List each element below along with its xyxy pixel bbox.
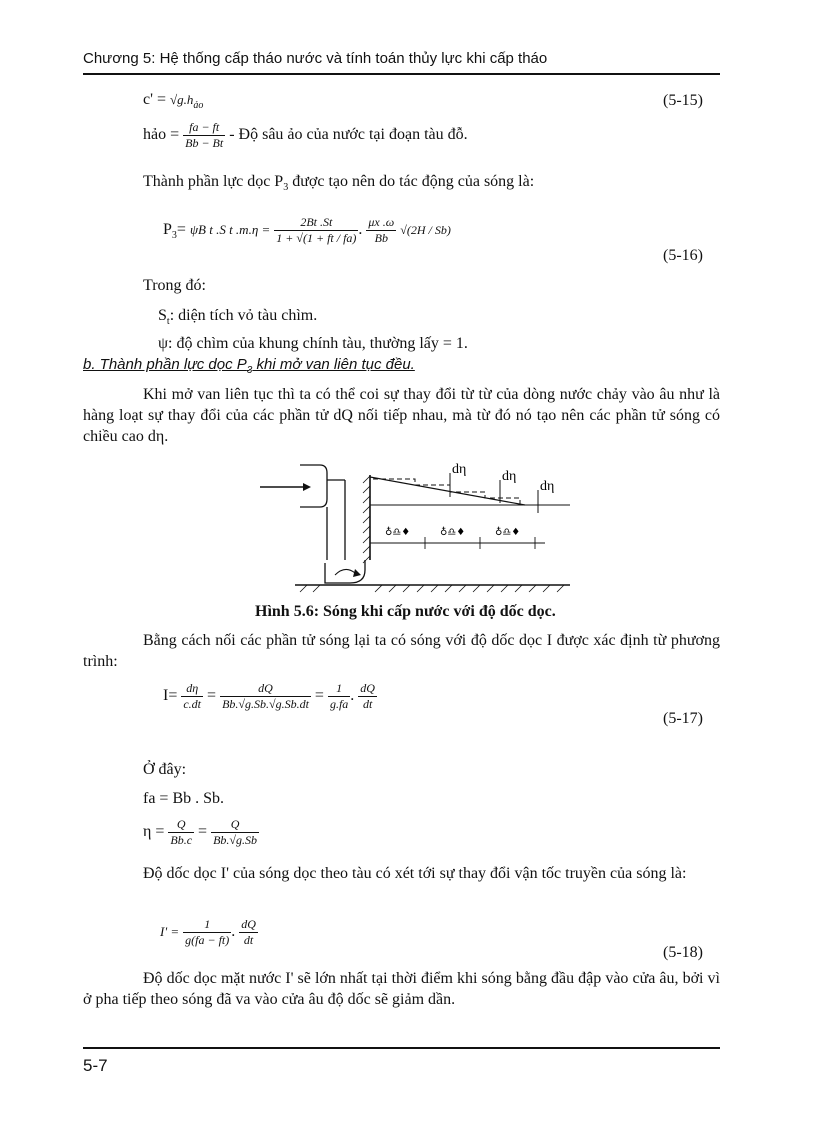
where-label-2: Ở đây: [143, 761, 187, 778]
eq-5-17-f1-den: c.dt [183, 696, 202, 711]
eq-5-17-frac4 [358, 681, 377, 712]
eq-5-15-lhs: c' = [143, 91, 167, 108]
eq-5-17: I= $\frac{d\eta}{c.dt}$ = $\frac{dQ}{Bb.√g.Sb.√g.Sb.dt}$ = $\frac{1}{g.fa}$ . $\frac{dQ}{dt}$ [163, 680, 375, 711]
wave-steps [373, 479, 520, 505]
header-rule [83, 73, 720, 75]
hao-fraction [183, 120, 225, 151]
eq-5-18-number: (5-18) [663, 944, 703, 961]
st-definition [158, 306, 317, 332]
hao-num: fa − ft [183, 120, 225, 136]
paragraph-4: Độ dốc dọc mặt nước I' sẽ lớn nhất tại thời điểm khi sóng bằng đầu đập vào cửa âu, bởi vì ở pha tiếp theo sóng đã va vào cửa âu độ dốc sẽ giảm dần. [83, 970, 720, 1008]
st-symbol: S [158, 307, 167, 324]
section-b-sub: 3 [246, 365, 253, 376]
eq-5-17-lhs: I= [163, 687, 178, 704]
hao-text: - Độ sâu ảo của nước tại đoạn tàu đỗ. [229, 126, 468, 144]
eq-5-18-f1-num: 1 [183, 917, 231, 933]
gate-hatch [363, 476, 370, 563]
st-def-text: : diện tích vỏ tàu chìm. [169, 307, 318, 324]
deta-label-3: dη [540, 479, 555, 494]
eq-5-16: $P_3= \psi B$ t .S t .m.η = $\frac{2Bt .St}{1 + √(1 + ft / fa)}$ . $\frac{\mu x .\omega}{Bb}$ √(2H / Sb) [163, 214, 451, 245]
deta-label-1: dη [452, 462, 467, 477]
eta-frac2 [211, 817, 259, 848]
eq-5-17-f3-num: 1 [328, 681, 350, 697]
section-b-text: b. Thành phần lực dọc P [83, 356, 247, 373]
eq-5-18-lhs: I' = [160, 924, 180, 939]
eq-5-17-f4-num: dQ [360, 680, 375, 695]
eq-5-16-eq: = [176, 221, 186, 238]
eq-5-16-root-text: 2H / Sb [410, 223, 447, 237]
eq-5-17-frac1 [181, 681, 203, 712]
deta-markers [450, 473, 538, 513]
eq-5-18-frac1 [183, 917, 231, 948]
eq-5-16-lhs-sub: 3 [171, 230, 177, 242]
paragraph-1: Khi mở van liên tục thì ta có thể coi sự thay đổi từ từ của dòng nước chảy vào âu như là hàng loạt sự thay đổi của các phần tử dQ nối tiếp nhau, mà từ đó nó tạo nên các phần tử sóng có chiều cao dη. [83, 386, 720, 445]
inflow-arrowhead [303, 483, 311, 491]
eq-5-16-num: 2Bt .St [274, 215, 358, 231]
fa-definition: fa = Bb . Sb. [143, 790, 225, 807]
bottom-outlet [325, 560, 365, 583]
section-b-tail: khi mở van liên tục đều. [252, 356, 415, 373]
figure-5-6 [255, 455, 575, 595]
page-number: 5-7 [83, 1056, 108, 1075]
eq-5-16-f2-den: Bb [374, 230, 388, 245]
eq-5-16-frac2 [366, 215, 396, 246]
eq-5-16-lhs: P [163, 221, 172, 238]
deta-label-2: dη [502, 469, 517, 484]
eta-f2-den: Bb.√g.Sb [213, 832, 257, 847]
eq-5-18-f2-num: dQ [241, 916, 256, 931]
segment-mark-2: ♁♎♦ [440, 527, 466, 538]
eq-5-18-frac2 [239, 917, 258, 948]
footer-rule [83, 1047, 720, 1049]
eq-5-18-f2-den: dt [243, 932, 254, 947]
eq-5-18: I' = $\frac{1}{g(fa - ft)}$ . $\frac{dQ}{dt}$ [160, 916, 256, 947]
outlet-arrowhead [353, 569, 361, 577]
eq-5-15 [143, 90, 203, 116]
eq-5-16-den: 1 + √(1 + ft / fa) [276, 230, 357, 245]
eq-5-15-number: (5-15) [663, 92, 703, 109]
paragraph-3: Độ dốc dọc I' của sóng dọc theo tàu có xét tới sự thay đổi vận tốc truyền của sóng là: [143, 865, 687, 882]
eq-5-18-f1-den: g(fa − ft) [185, 932, 230, 947]
eta-lhs: η = [143, 823, 165, 840]
eq-5-16-number: (5-16) [663, 247, 703, 264]
eq-5-17-frac3 [328, 681, 350, 712]
p3-intro-sub: 3 [283, 182, 289, 194]
eq-5-17-f2-den: Bb.√g.Sb.√g.Sb.dt [222, 696, 309, 711]
paragraph-2: Bằng cách nối các phần tử sóng lại ta có sóng với độ dốc dọc I được xác định từ phương trình: [83, 632, 720, 670]
hao-den: Bb − Bt [185, 136, 224, 150]
st-sub: t [166, 316, 170, 328]
segment-mark-3: ♁♎♦ [495, 527, 521, 538]
p3-intro-text: Thành phần lực dọc P [143, 173, 284, 190]
where-label-1: Trong đó: [143, 277, 206, 294]
chapter-header: Chương 5: Hệ thống cấp tháo nước và tính toán thủy lực khi cấp tháo [83, 50, 548, 67]
p3-intro [143, 172, 534, 198]
eq-5-17-f3-den: g.fa [329, 696, 349, 711]
eq-5-17-f1-num: dη [181, 681, 203, 697]
eq-5-15-rhs-sub: ảo [193, 100, 204, 112]
outlet-flow [335, 569, 355, 575]
eq-5-17-frac2 [220, 681, 311, 712]
psi-definition: ψ: độ chìm của khung chính tàu, thường lấy = 1. [158, 335, 468, 352]
eta-frac1 [168, 817, 194, 848]
p3-intro-tail: được tạo nên do tác động của sóng là: [288, 173, 535, 190]
figure-caption: Hình 5.6: Sóng khi cấp nước với độ dốc dọc. [255, 603, 556, 620]
eq-5-15-rhs: √g.h [170, 92, 194, 107]
segment-mark-1: ♁♎♦ [385, 527, 411, 538]
eq-5-16-root: √(2H / Sb) [400, 223, 451, 237]
eta-definition: η = $\frac{Q}{Bb.c}$ = $\frac{Q}{Bb.√g.Sb}$ [143, 816, 257, 847]
eta-f1-num: Q [168, 817, 194, 833]
ground-hatch [300, 585, 564, 592]
hao-definition [143, 120, 468, 151]
section-b-heading [83, 356, 415, 376]
eq-5-16-frac1 [274, 215, 358, 246]
eq-5-17-number: (5-17) [663, 710, 703, 727]
eq-5-17-f2-num: dQ [220, 681, 311, 697]
eq-5-16-mid: ψB t .S t .m.η = [189, 222, 271, 237]
hao-lhs: hảo = [143, 126, 180, 144]
eta-f1-den: Bb.c [170, 832, 193, 847]
eta-f2-num: Q [211, 817, 259, 833]
eq-5-17-f4-den: dt [362, 696, 373, 711]
eq-5-16-f2-num: μx .ω [368, 214, 395, 229]
